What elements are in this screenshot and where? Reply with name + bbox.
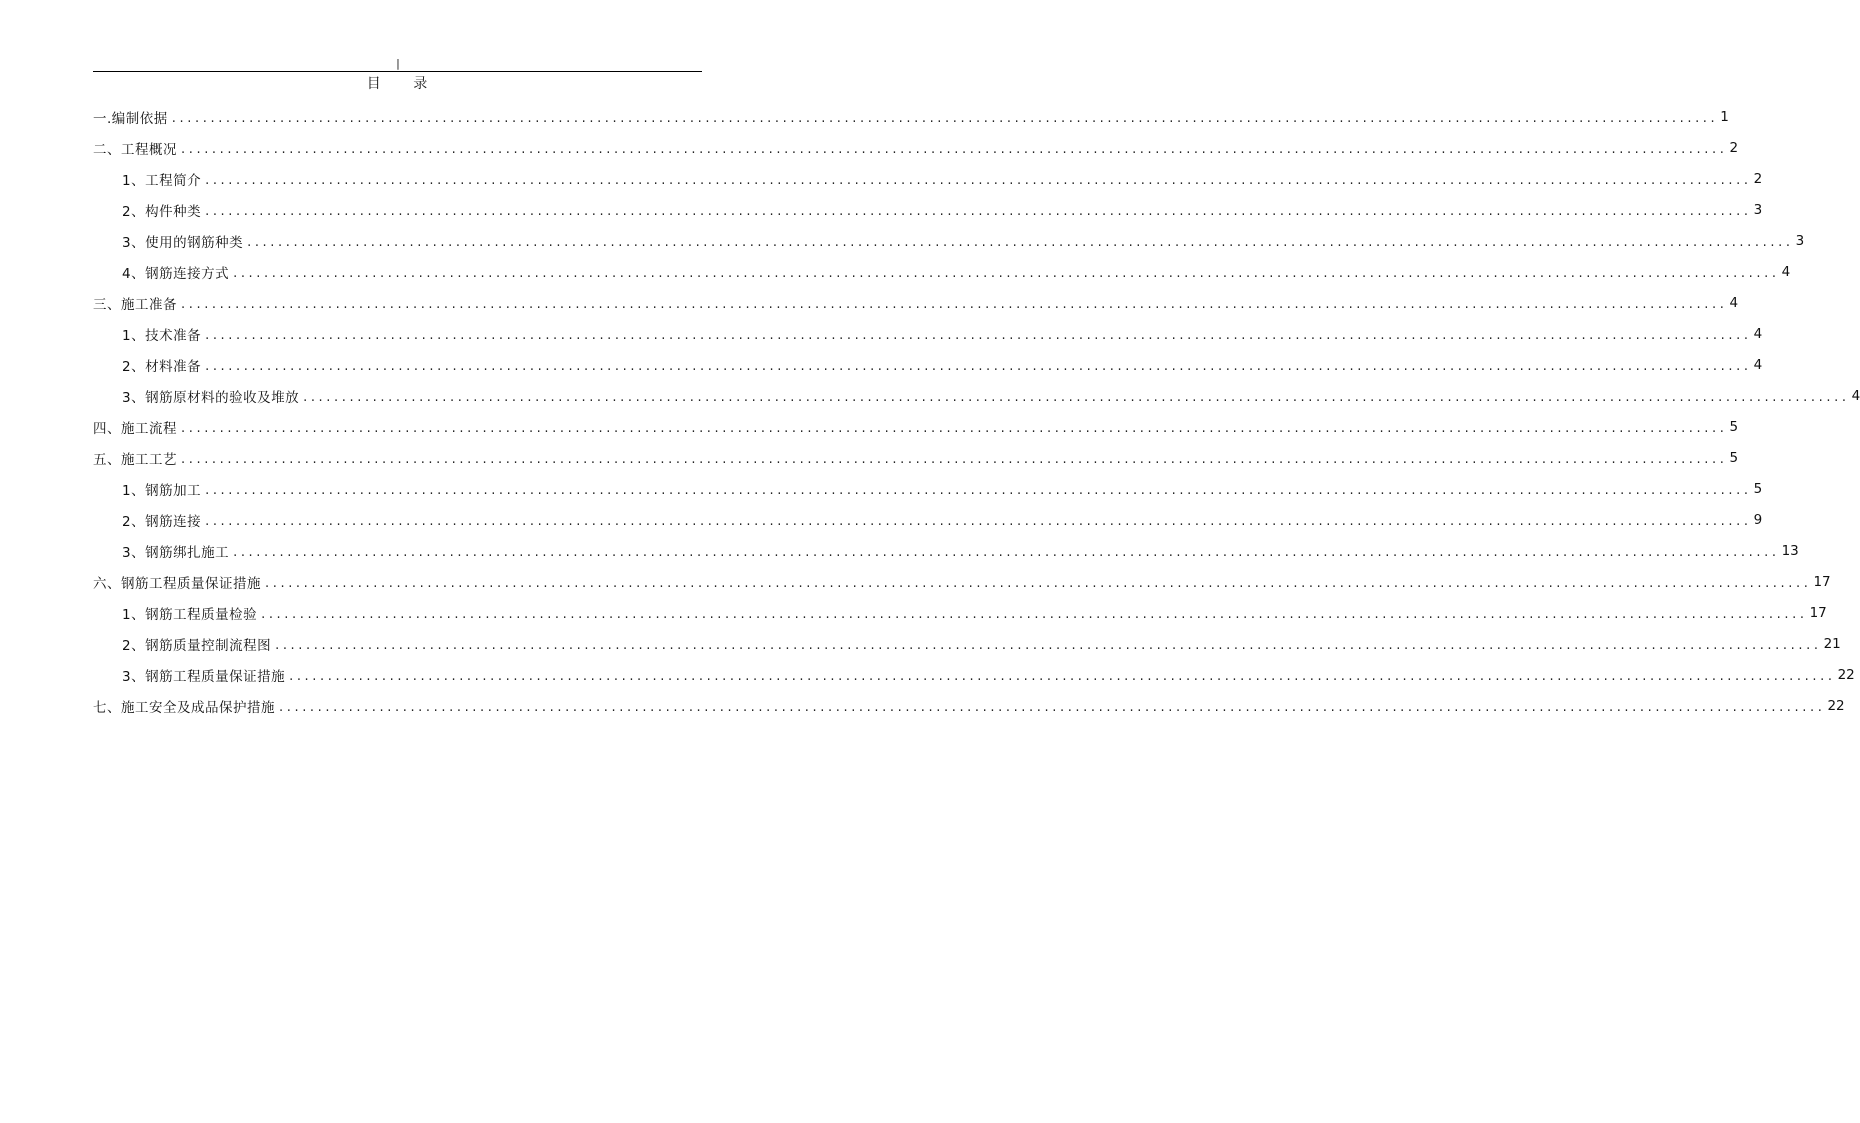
toc-entry[interactable] (93, 163, 1763, 194)
toc-entry-text: 3、钢筋工程质量保证措施 (122, 668, 286, 685)
toc-entry-text: 4、钢筋连接方式 (122, 265, 230, 282)
toc-leader-dots: ........................................................................................................................................................................................................ (275, 638, 1822, 653)
toc-page-number: 5 (1729, 418, 1739, 435)
toc-leader-dots: ........................................................................................................................................................................................................ (205, 483, 1752, 498)
toc-page-number: 17 (1813, 573, 1831, 590)
toc-entry-text: 3、使用的钢筋种类 (122, 234, 244, 251)
toc-leader-dots: ........................................................................................................................................................................................................ (171, 111, 1719, 126)
toc-page-number: 13 (1781, 542, 1799, 559)
toc-leader-dots: ........................................................................................................................................................................................................ (233, 545, 1780, 560)
toc-entry[interactable] (93, 225, 1805, 256)
toc-page-number: 4 (1729, 294, 1739, 311)
toc-leader-dots: ........................................................................................................................................................................................................ (181, 142, 1728, 157)
toc-leader-dots: ........................................................................................................................................................................................................ (181, 421, 1728, 436)
toc-page-number: 4 (1851, 387, 1860, 404)
toc-entry[interactable] (93, 597, 1827, 628)
toc-entry[interactable] (93, 287, 1739, 318)
toc-entry-text: 2、材料准备 (122, 358, 202, 375)
toc-page-number: 3 (1795, 232, 1805, 249)
toc-leader-dots: ........................................................................................................................................................................................................ (205, 173, 1752, 188)
toc-title: 目 录 (366, 76, 442, 92)
toc-entry[interactable] (93, 194, 1763, 225)
table-of-contents (93, 101, 1860, 721)
toc-page-number: 4 (1753, 325, 1763, 342)
toc-leader-dots: ........................................................................................................................................................................................................ (205, 359, 1752, 374)
toc-entry-text: 2、钢筋连接 (122, 513, 202, 530)
toc-leader-dots: ........................................................................................................................................................................................................ (261, 607, 1808, 622)
toc-page-number: 22 (1827, 697, 1845, 714)
toc-page-number: 17 (1809, 604, 1827, 621)
toc-entry-text: 1、工程简介 (122, 172, 202, 189)
toc-entry-text: 2、钢筋质量控制流程图 (122, 637, 272, 654)
toc-page-number: 2 (1753, 170, 1763, 187)
header-rule (93, 71, 702, 72)
toc-entry[interactable] (93, 535, 1799, 566)
toc-page-number: 5 (1753, 480, 1763, 497)
toc-page-number: 1 (1720, 108, 1729, 125)
toc-page-number: 4 (1753, 356, 1763, 373)
toc-leader-dots: ........................................................................................................................................................................................................ (233, 266, 1780, 281)
header-mark: | (396, 57, 400, 70)
toc-entry-text: 1、钢筋加工 (122, 482, 202, 499)
toc-page-number: 5 (1729, 449, 1739, 466)
toc-leader-dots: ........................................................................................................................................................................................................ (205, 328, 1752, 343)
toc-leader-dots: ........................................................................................................................................................................................................ (247, 235, 1794, 250)
toc-entry-text: 三、施工准备 (93, 296, 177, 313)
toc-leader-dots: ........................................................................................................................................................................................................ (205, 514, 1752, 529)
toc-entry-text: 1、技术准备 (122, 327, 202, 344)
toc-entry-text: 2、构件种类 (122, 203, 202, 220)
toc-page-number: 9 (1753, 511, 1763, 528)
toc-leader-dots: ........................................................................................................................................................................................................ (205, 204, 1752, 219)
toc-entry-text: 3、钢筋绑扎施工 (122, 544, 230, 561)
toc-entry[interactable] (93, 690, 1845, 721)
toc-leader-dots: ........................................................................................................................................................................................................ (181, 297, 1728, 312)
toc-entry-text: 3、钢筋原材料的验收及堆放 (122, 389, 300, 406)
toc-entry[interactable] (93, 101, 1729, 132)
toc-leader-dots: ........................................................................................................................................................................................................ (303, 390, 1850, 405)
toc-page-number: 21 (1823, 635, 1841, 652)
toc-entry[interactable] (93, 349, 1763, 380)
toc-page-number: 2 (1729, 139, 1739, 156)
toc-entry-text: 二、工程概况 (93, 141, 177, 158)
toc-entry[interactable] (93, 566, 1831, 597)
toc-entry[interactable] (93, 473, 1763, 504)
toc-entry-text: 六、钢筋工程质量保证措施 (93, 575, 261, 592)
toc-entry-text: 七、施工安全及成品保护措施 (93, 699, 275, 716)
toc-entry[interactable] (93, 380, 1860, 411)
toc-entry-text: 一.编制依据 (93, 110, 168, 127)
toc-entry-text: 四、施工流程 (93, 420, 177, 437)
toc-entry[interactable] (93, 318, 1763, 349)
toc-entry-text: 1、钢筋工程质量检验 (122, 606, 258, 623)
toc-leader-dots: ........................................................................................................................................................................................................ (279, 700, 1826, 715)
toc-entry[interactable] (93, 132, 1739, 163)
toc-page-number: 3 (1753, 201, 1763, 218)
toc-entry-text: 五、施工工艺 (93, 451, 177, 468)
toc-entry[interactable] (93, 659, 1855, 690)
toc-entry[interactable] (93, 628, 1841, 659)
toc-leader-dots: ........................................................................................................................................................................................................ (181, 452, 1728, 467)
toc-leader-dots: ........................................................................................................................................................................................................ (289, 669, 1836, 684)
toc-entry[interactable] (93, 411, 1739, 442)
toc-page-number: 4 (1781, 263, 1791, 280)
toc-entry[interactable] (93, 442, 1739, 473)
toc-entry[interactable] (93, 256, 1791, 287)
toc-entry[interactable] (93, 504, 1763, 535)
toc-page-number: 22 (1837, 666, 1855, 683)
toc-leader-dots: ........................................................................................................................................................................................................ (265, 576, 1812, 591)
